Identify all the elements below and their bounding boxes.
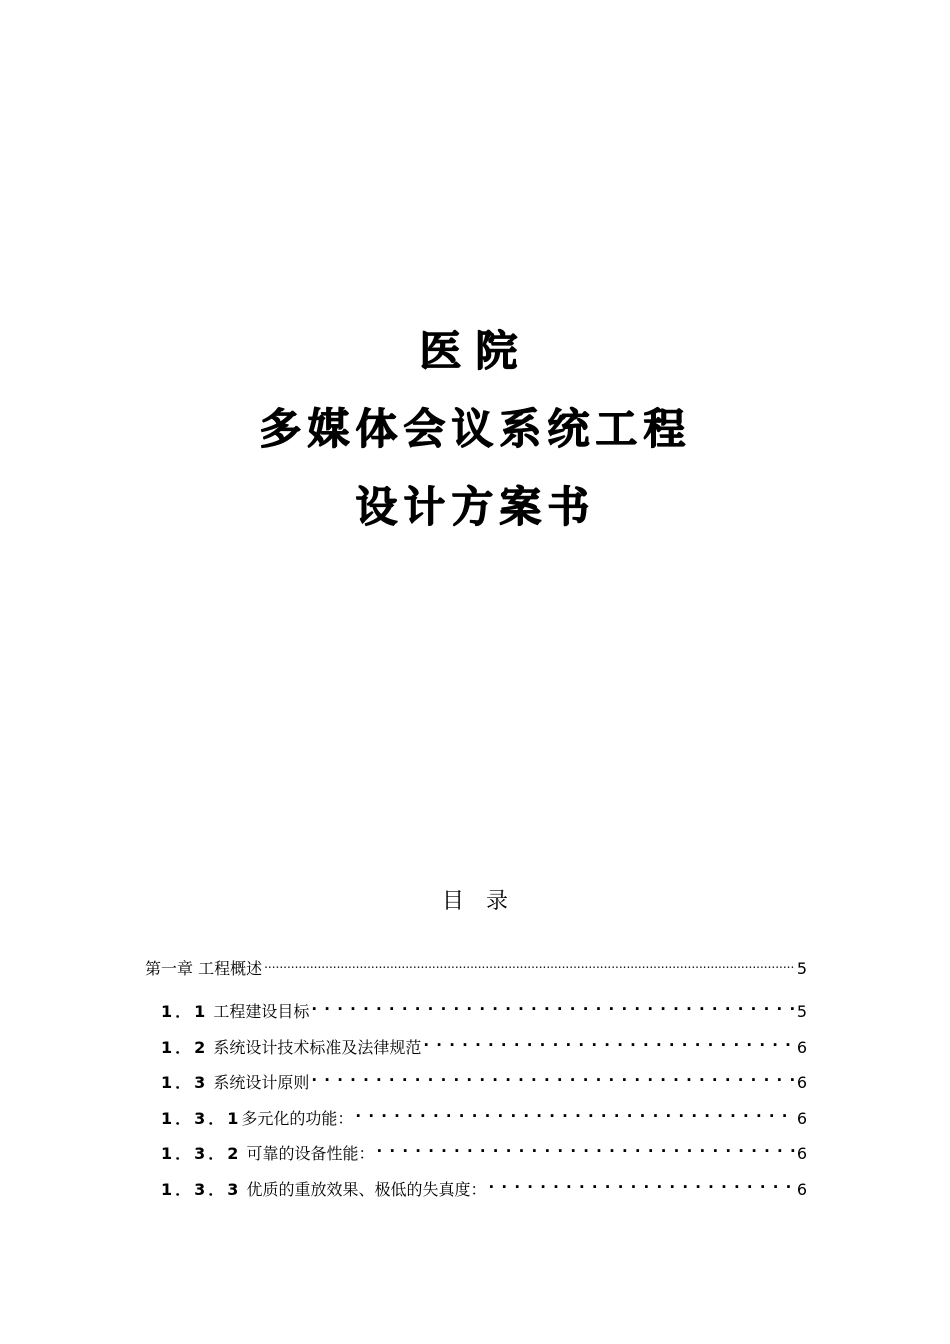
table-of-contents xyxy=(145,950,807,1206)
toc-entry-label xyxy=(161,1071,309,1095)
toc-page-number: 6 xyxy=(796,1144,807,1163)
toc-entry-label xyxy=(161,1036,421,1060)
document-title xyxy=(0,326,950,564)
toc-entry-1-1[interactable] xyxy=(145,993,807,1021)
toc-dot-leader xyxy=(377,1135,795,1159)
toc-section-number: 1．3．2 xyxy=(161,1144,242,1163)
toc-page-number: 6 xyxy=(796,1073,807,1092)
title-line-hospital: 医院 xyxy=(418,326,531,375)
toc-section-text: 工程建设目标 xyxy=(213,1002,310,1021)
toc-page-number: 6 xyxy=(796,1108,807,1128)
toc-section-number: 1．3．1 xyxy=(161,1108,242,1128)
toc-page-number: 5 xyxy=(796,1002,807,1021)
toc-dot-leader xyxy=(311,993,794,1017)
toc-section-number: 1．1 xyxy=(161,1002,209,1021)
toc-dot-leader xyxy=(423,1029,794,1053)
toc-page-number: 6 xyxy=(796,1179,807,1199)
toc-page-number: 6 xyxy=(796,1037,807,1057)
toc-heading: 目录 xyxy=(441,889,530,914)
toc-section-text: 系统设计原则 xyxy=(213,1073,310,1092)
toc-entry-label xyxy=(161,1107,353,1131)
toc-page-number: 5 xyxy=(796,959,807,978)
toc-dot-leader xyxy=(311,1064,794,1088)
toc-entry-1-3[interactable] xyxy=(145,1064,807,1092)
toc-section-text: 多元化的功能： xyxy=(241,1108,354,1128)
toc-entry-1-3-1[interactable] xyxy=(145,1100,807,1128)
toc-dot-leader xyxy=(355,1100,794,1124)
toc-entry-chapter-1[interactable] xyxy=(145,950,807,978)
toc-entry-label: 第一章 工程概述 xyxy=(145,959,263,978)
toc-section-text: 系统设计技术标准及法律规范 xyxy=(213,1037,422,1057)
toc-section-number: 1．3 xyxy=(161,1073,209,1092)
title-line-design-plan: 设计方案书 xyxy=(354,482,595,531)
toc-section-number: 1．2 xyxy=(161,1037,209,1057)
toc-entry-label xyxy=(161,1142,375,1166)
toc-dot-leader xyxy=(489,1171,795,1195)
toc-entry-1-3-3[interactable] xyxy=(145,1171,807,1199)
toc-entry-label xyxy=(161,1178,487,1202)
toc-entry-1-3-2[interactable] xyxy=(145,1135,807,1163)
toc-section-text: 可靠的设备性能： xyxy=(246,1144,375,1163)
title-line-project: 多媒体会议系统工程 xyxy=(258,404,691,453)
toc-entry-1-2[interactable] xyxy=(145,1029,807,1057)
toc-entry-label xyxy=(161,1000,309,1024)
toc-section-text: 优质的重放效果、极低的失真度： xyxy=(246,1179,487,1199)
toc-section-number: 1．3．3 xyxy=(161,1179,242,1199)
toc-dot-leader xyxy=(264,950,795,974)
